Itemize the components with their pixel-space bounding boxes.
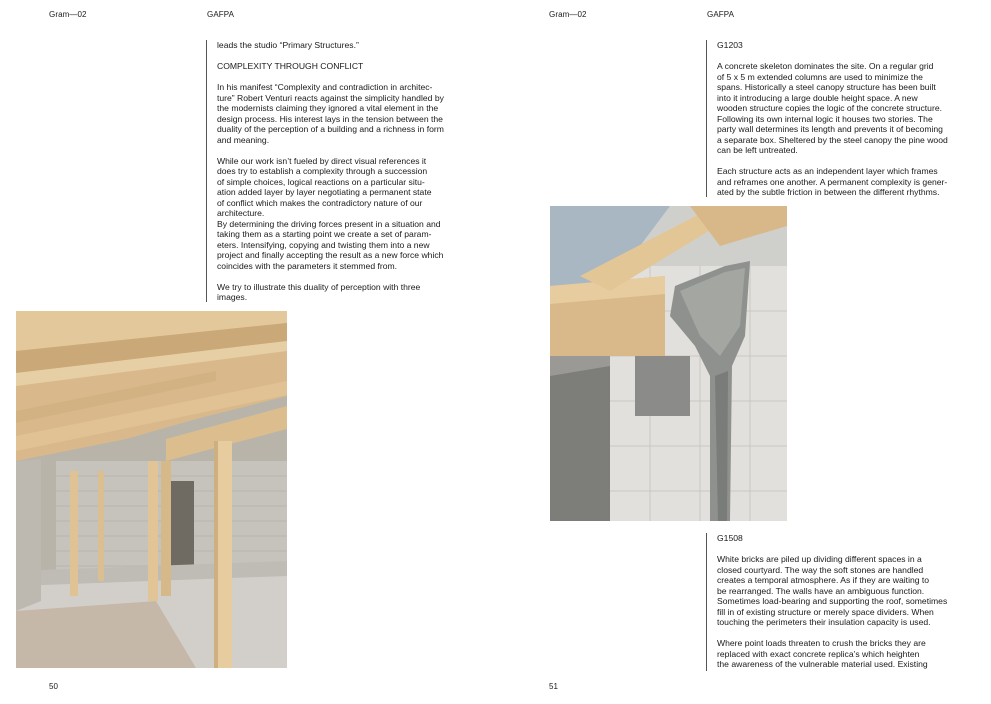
running-head-left-publication: Gram—02 (49, 10, 87, 19)
section-heading: COMPLEXITY THROUGH CONFLICT (217, 61, 364, 71)
paragraph-intro-end: leads the studio “Primary Structures.” (217, 40, 359, 50)
running-head-left-studio: GAFPA (207, 10, 235, 19)
g1203-heading: G1203 (717, 40, 743, 50)
paragraph-complexity: While our work isn’t fueled by direct visual references it does try to establish a complexity through a succession of simple choices, logical reactions on a particular situ- ation added layer by layer negotiating a permanent state of conflict which makes the contradictory nature of our architecture. (217, 155, 432, 218)
running-head-right-publication: Gram—02 (549, 10, 587, 19)
right-bottom-column-rule (706, 533, 707, 671)
left-column-rule (206, 40, 207, 302)
g1203-paragraph-1: A concrete skeleton dominates the site. On a regular grid of 5 x 5 m extended columns are used to minimize the spans. Historically a steel canopy structure has been built into it introducing a large double height space. A new wooden structure copies the logic of the concrete structure. Following its own internal logic it houses two stories. The party wall determines its length and prevents it of becoming a separate box. Sheltered by the steel canopy the pine wood can be left untreated. (717, 61, 948, 155)
concrete-column-detail-photo (550, 206, 787, 521)
right-top-column-rule (706, 40, 707, 197)
running-head-right-studio: GAFPA (707, 10, 735, 19)
g1508-heading: G1508 (717, 533, 743, 543)
page-number-left: 50 (49, 682, 58, 691)
g1508-paragraph-2: Where point loads threaten to crush the bricks they are replaced with exact concrete replica’s which heighten the awareness of the vulnerable material used. Existing (717, 638, 928, 669)
left-text-column (217, 40, 449, 313)
paragraph-parameters: By determining the driving forces present in a situation and taking them as a starting point we create a set of param- eters. Intensifying, copying and twisting them into a new project and finally accepting the result as a new force which coincides with the parameters it stemmed from. (217, 218, 444, 271)
page-number-right: 51 (549, 682, 558, 691)
right-top-text-column (717, 40, 957, 208)
g1203-paragraph-2: Each structure acts as an independent layer which frames and reframes one another. A permanent complexity is gener- ated by the subtle friction in between the different rhythms. (717, 166, 948, 197)
right-bottom-text-column (717, 533, 957, 670)
g1508-paragraph-1: White bricks are piled up dividing different spaces in a closed courtyard. The way the soft stones are handled creates a temporal atmosphere. As if they are waiting to be rearranged. The walls have an ambiguous function. Sometimes load-bearing and supporting the roof, sometimes fill in of existing structure or merely space dividers. When touching the perimeters their insulation capacity is used. (717, 554, 948, 627)
paragraph-venturi: In his manifest “Complexity and contradiction in architec- ture” Robert Venturi reacts against the simplicity handled by the modernists claiming they ignored a vital element in the design process. His interest lays in the tension between the duality of the perception of a building and a richness in form and meaning. (217, 82, 444, 145)
paragraph-illustrate: We try to illustrate this duality of perception with three images. (217, 281, 421, 302)
timber-frame-interior-photo (16, 311, 287, 668)
